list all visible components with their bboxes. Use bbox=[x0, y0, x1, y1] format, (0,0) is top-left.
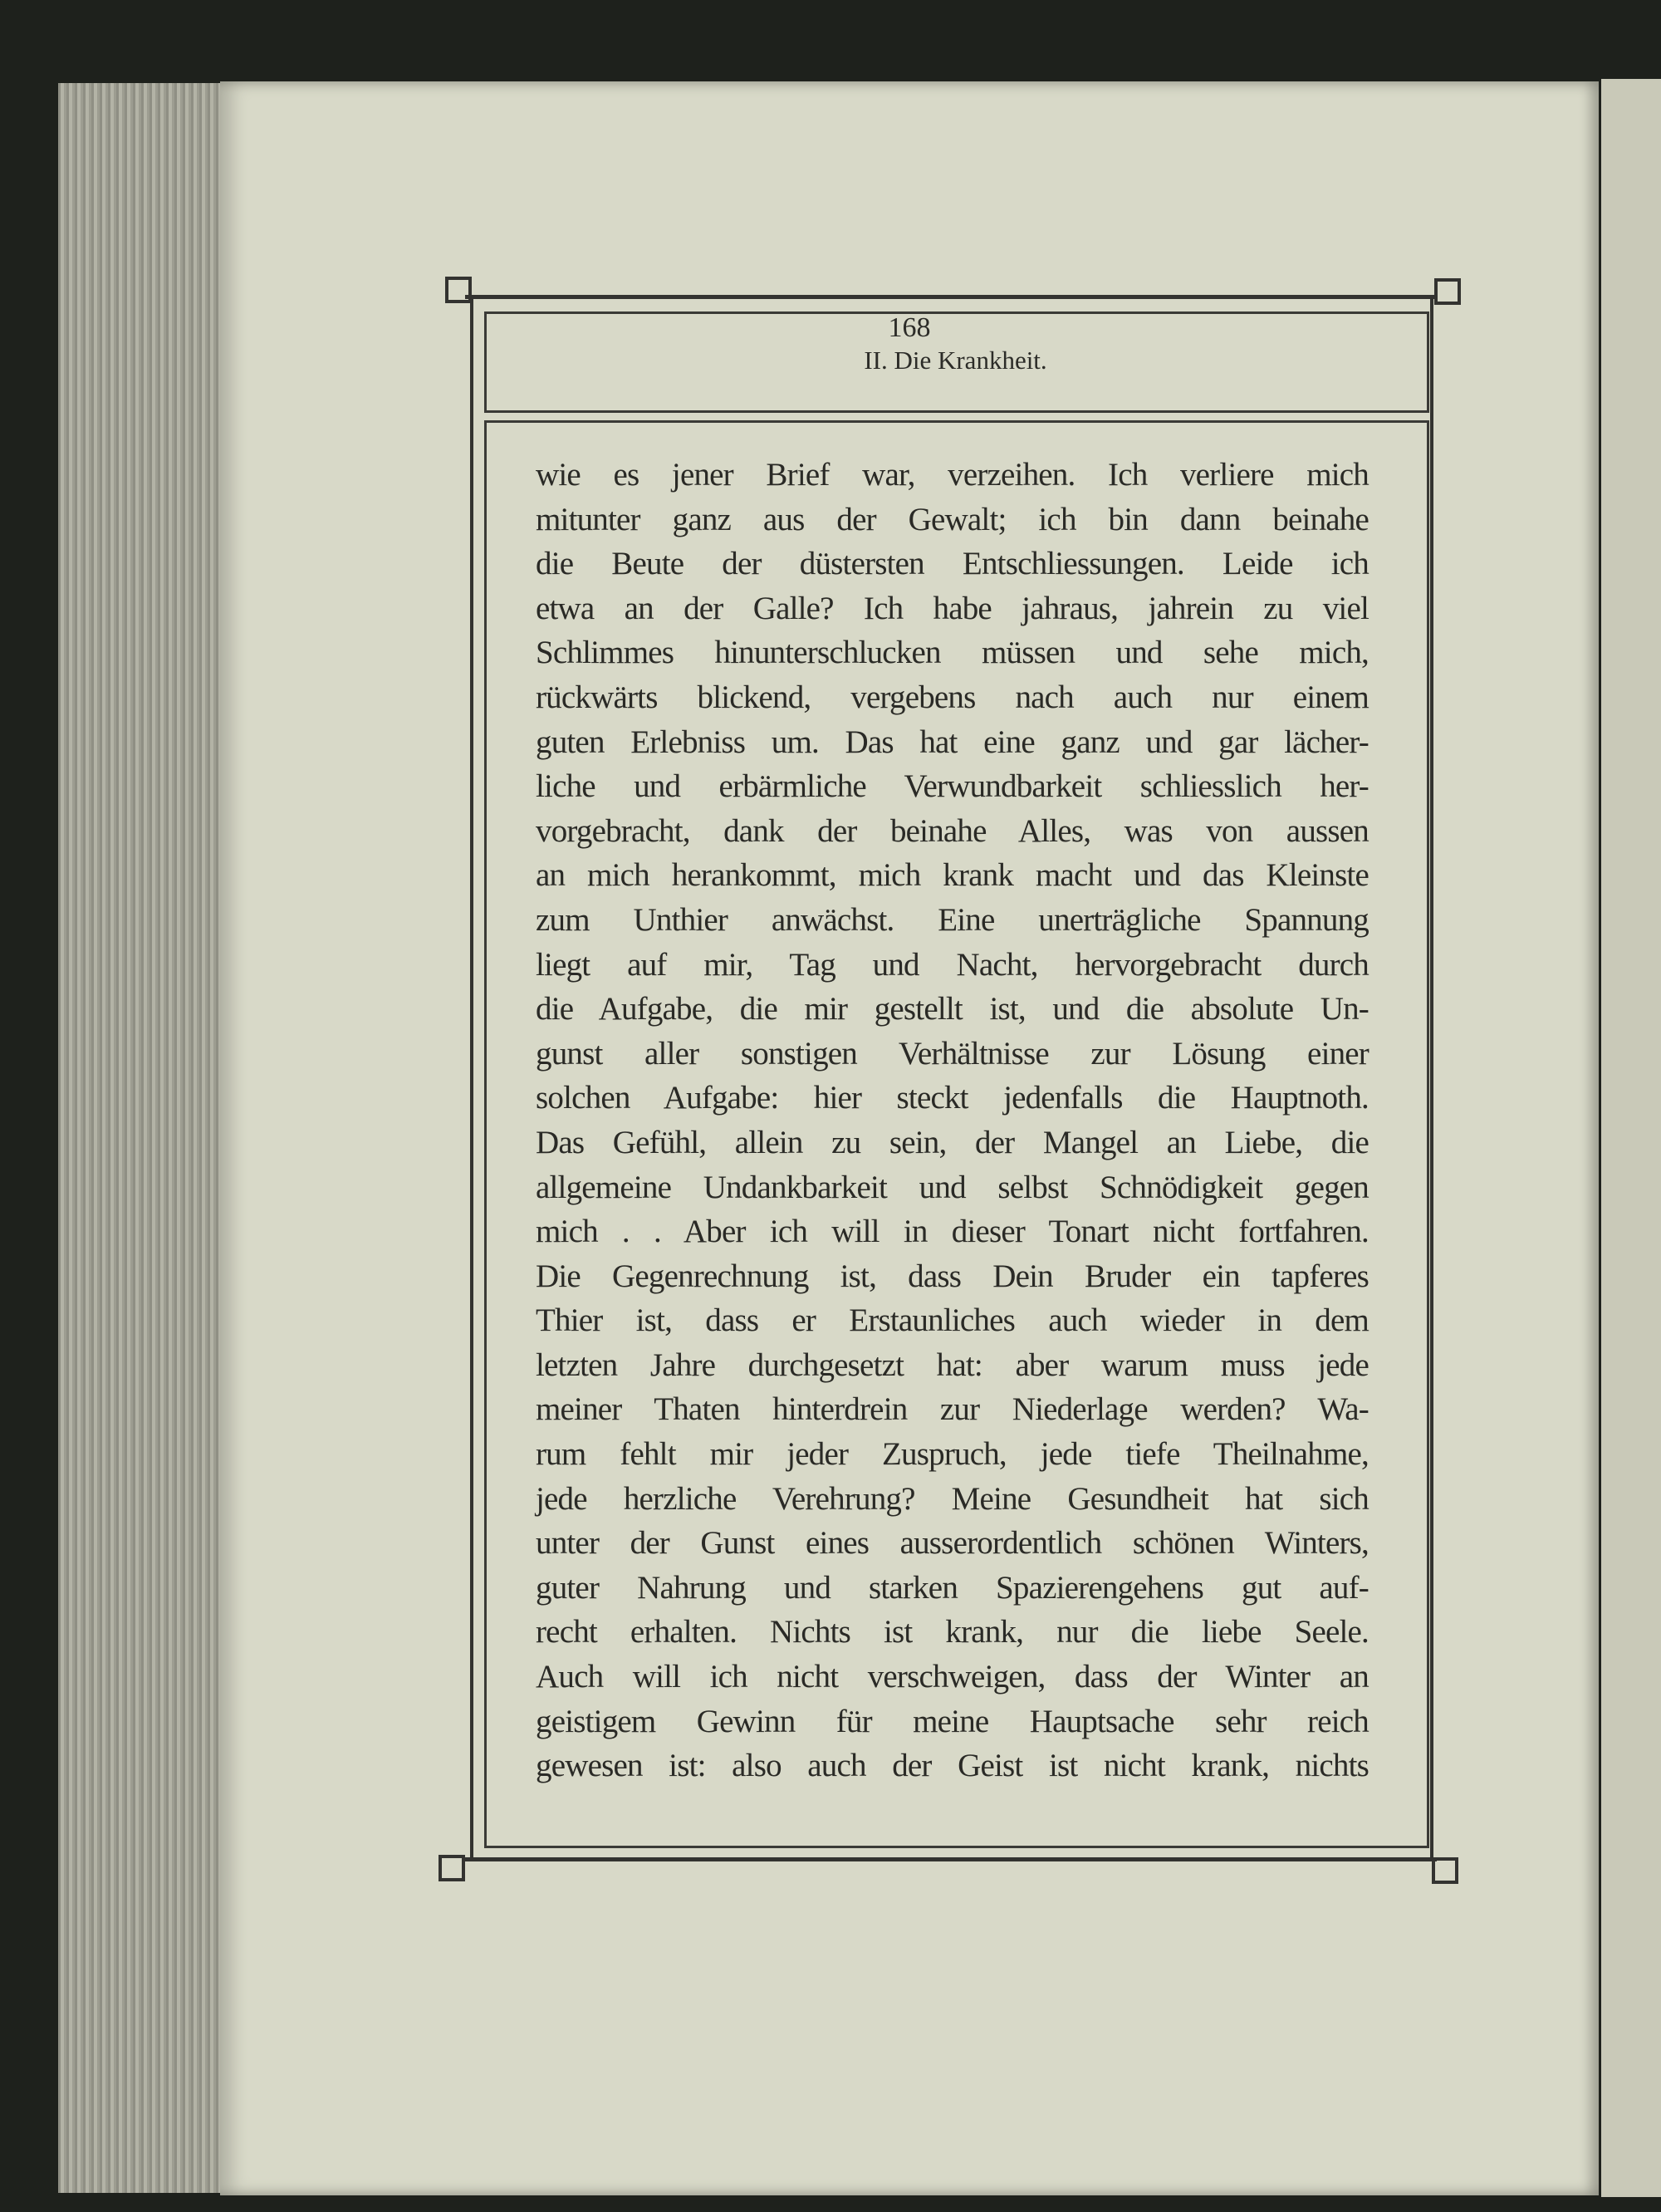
text-line: solchen Aufgabe: hier steckt jedenfalls die Hauptnoth. bbox=[536, 1080, 1369, 1116]
text-line: liche und erbärmliche Verwundbarkeit schliesslich her- bbox=[536, 768, 1369, 805]
text-line: guten Erlebniss um. Das hat eine ganz und gar lächer- bbox=[536, 723, 1369, 760]
text-line: liegt auf mir, Tag und Nacht, hervorgebracht durch bbox=[536, 946, 1369, 983]
text-line: rückwärts blickend, vergebens nach auch nur einem bbox=[536, 679, 1369, 715]
text-line: meiner Thaten hinterdrein zur Niederlage werden? Wa- bbox=[536, 1391, 1369, 1428]
page-edges bbox=[58, 83, 224, 2193]
frame-bottom-rule bbox=[465, 1857, 1437, 1861]
facing-page-edge bbox=[1601, 79, 1661, 2197]
text-line: jede herzliche Verehrung? Meine Gesundheit hat sich bbox=[536, 1480, 1369, 1517]
text-line: die Aufgabe, die mir gestellt ist, und die absolute Un- bbox=[536, 991, 1369, 1028]
chapter-header: II. Die Krankheit. bbox=[864, 346, 1047, 375]
text-line: vorgebracht, dank der beinahe Alles, was von aussen bbox=[536, 812, 1369, 849]
text-line: rum fehlt mir jeder Zuspruch, jede tiefe Theilnahme, bbox=[536, 1436, 1369, 1473]
text-line: wie es jener Brief war, verzeihen. Ich verliere mich bbox=[536, 457, 1369, 493]
text-line: unter der Gunst eines ausserordentlich schönen Winters, bbox=[536, 1525, 1369, 1562]
text-line: guter Nahrung und starken Spazierengehens gut auf- bbox=[536, 1569, 1369, 1606]
text-line: die Beute der düstersten Entschliessungen. Leide ich bbox=[536, 546, 1369, 582]
text-line: gunst aller sonstigen Verhältnisse zur Lösung einer bbox=[536, 1035, 1369, 1072]
text-line: Die Gegenrechnung ist, dass Dein Bruder ein tapferes bbox=[536, 1258, 1369, 1294]
text-line: mich . . Aber ich will in dieser Tonart nicht fortfahren. bbox=[536, 1214, 1369, 1250]
text-line: zum Unthier anwächst. Eine unerträgliche Spannung bbox=[536, 901, 1369, 938]
text-line: etwa an der Galle? Ich habe jahraus, jahrein zu viel bbox=[536, 590, 1369, 626]
corner-ornament-bottom-left bbox=[439, 1855, 465, 1881]
frame-top-rule bbox=[465, 295, 1437, 299]
text-line: Das Gefühl, allein zu sein, der Mangel an Liebe, die bbox=[536, 1124, 1369, 1160]
text-line: Thier ist, dass er Erstaunliches auch wieder in dem bbox=[536, 1302, 1369, 1339]
corner-ornament-top-right bbox=[1434, 278, 1461, 305]
text-line: geistigem Gewinn für meine Hauptsache sehr reich bbox=[536, 1703, 1369, 1739]
body-text bbox=[536, 453, 1369, 1788]
corner-ornament-bottom-right bbox=[1432, 1857, 1458, 1884]
page-number: 168 bbox=[888, 312, 931, 343]
text-line: letzten Jahre durchgesetzt hat: aber warum muss jede bbox=[536, 1346, 1369, 1383]
text-line: Schlimmes hinunterschlucken müssen und sehe mich, bbox=[536, 635, 1369, 671]
text-line: gewesen ist: also auch der Geist ist nicht krank, nichts bbox=[536, 1748, 1369, 1784]
text-line: an mich herankommt, mich krank macht und das Kleinste bbox=[536, 857, 1369, 894]
frame-left-rule bbox=[470, 295, 473, 1861]
text-line: allgemeine Undankbarkeit und selbst Schnödigkeit gegen bbox=[536, 1169, 1369, 1205]
corner-ornament-top-left bbox=[445, 277, 472, 303]
text-line: recht erhalten. Nichts ist krank, nur die liebe Seele. bbox=[536, 1614, 1369, 1650]
text-line: Auch will ich nicht verschweigen, dass der Winter an bbox=[536, 1659, 1369, 1695]
text-line: mitunter ganz aus der Gewalt; ich bin dann beinahe bbox=[536, 501, 1369, 537]
frame-right-rule bbox=[1430, 295, 1433, 1861]
